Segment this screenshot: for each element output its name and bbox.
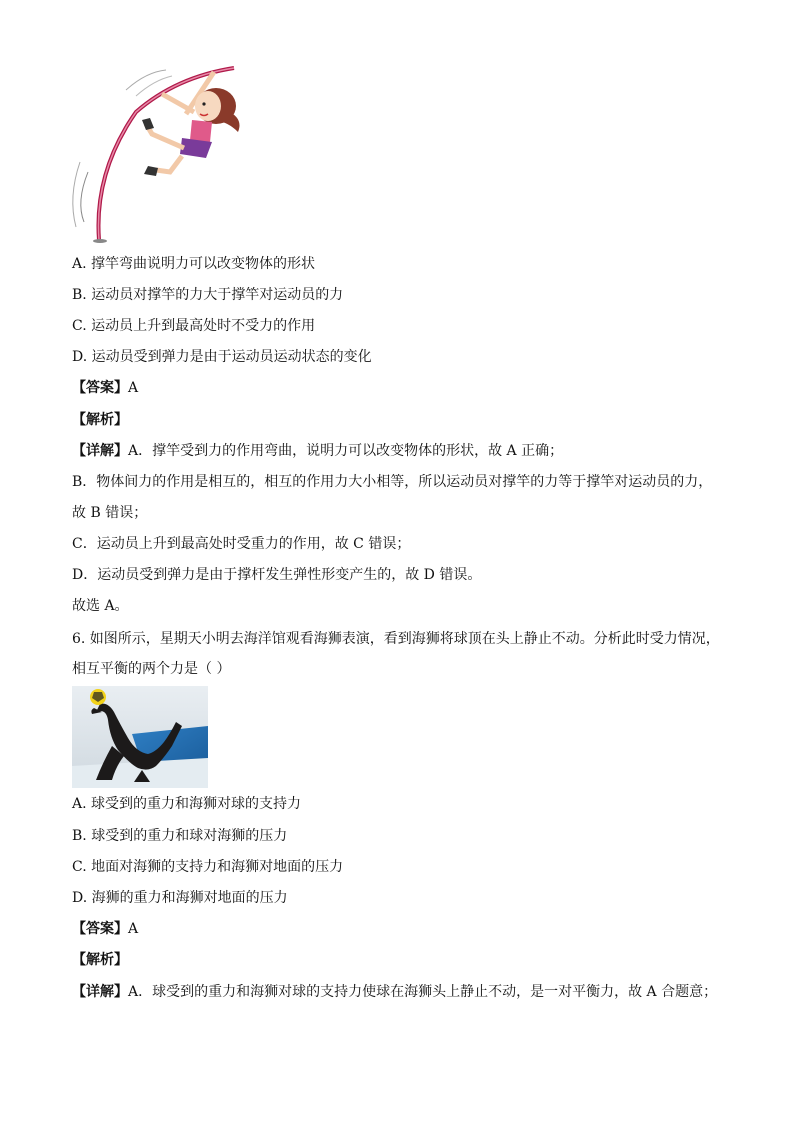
detail-line [72, 441, 563, 461]
answer-value: A [128, 380, 139, 396]
question-stem: 6. 如图所示，星期天小明去海洋馆观看海狮表演，看到海狮将球顶在头上静止不动。分析此时受力情况， [72, 631, 720, 647]
detail-line: D．运动员受到弹力是由于撑杆发生弹性形变产生的，故 D 错误。 [72, 567, 482, 583]
answer-label: 【答案】 [72, 921, 128, 937]
question-stem: 相互平衡的两个力是（ ） [72, 661, 231, 677]
answer-label: 【答案】 [72, 380, 128, 396]
detail-text: A．球受到的重力和海狮对球的支持力使球在海狮头上静止不动，是一对平衡力，故 A 合题意； [128, 984, 718, 1000]
option-c: C. 地面对海狮的支持力和海狮对地面的压力 [72, 859, 344, 875]
option-d: D. 海狮的重力和海狮对地面的压力 [72, 890, 288, 906]
answer-value: A [128, 921, 139, 937]
detail-label: 【详解】 [72, 443, 128, 459]
option-a: A. 撑竿弯曲说明力可以改变物体的形状 [72, 256, 316, 272]
detail-text: A．撑竿受到力的作用弯曲，说明力可以改变物体的形状，故 A 正确； [128, 443, 564, 459]
sea-lion-photo [72, 686, 208, 788]
pole-vault-illustration [66, 62, 246, 244]
detail-label: 【详解】 [72, 984, 128, 1000]
detail-line: C．运动员上升到最高处时受重力的作用，故 C 错误； [72, 536, 411, 552]
option-b: B. 运动员对撑竿的力大于撑竿对运动员的力 [72, 287, 344, 303]
detail-line: 故 B 错误； [72, 505, 148, 521]
option-b: B. 球受到的重力和球对海狮的压力 [72, 828, 288, 844]
analysis-label: 【解析】 [72, 952, 128, 968]
answer-line [72, 378, 138, 398]
detail-line: B．物体间力的作用是相互的，相互的作用力大小相等，所以运动员对撑竿的力等于撑竿对运动员的力， [72, 474, 713, 490]
detail-line [72, 982, 717, 1002]
analysis-label: 【解析】 [72, 412, 128, 428]
option-a: A. 球受到的重力和海狮对球的支持力 [72, 796, 302, 812]
conclusion-line: 故选 A。 [72, 598, 129, 614]
option-d: D. 运动员受到弹力是由于运动员运动状态的变化 [72, 349, 372, 365]
answer-line [72, 919, 138, 939]
option-c: C. 运动员上升到最高处时不受力的作用 [72, 318, 316, 334]
